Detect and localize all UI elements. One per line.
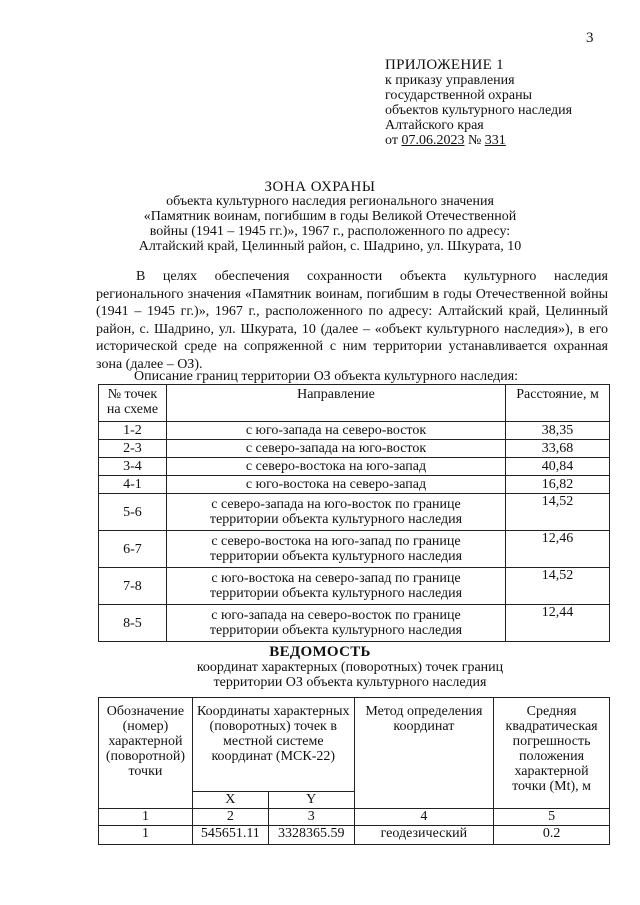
- zone-line: объекта культурного наследия регионального значения: [166, 194, 494, 209]
- header-direction: Направление: [166, 385, 505, 422]
- appendix-line: объектов культурного наследия: [385, 103, 573, 118]
- direction-line: с северо-востока на юго-запад по границе: [211, 534, 461, 549]
- cell-distance: 14,52: [506, 494, 610, 531]
- direction-line: с юго-востока на северо-запад по границе: [211, 571, 461, 586]
- table-row: [99, 440, 610, 458]
- cell-points: 7-8: [99, 568, 167, 605]
- coordinates-table: [98, 697, 610, 845]
- cell-points: 6-7: [99, 531, 167, 568]
- cell-direction: [166, 494, 505, 531]
- cell-error: 0.2: [494, 826, 610, 845]
- cell-points: 3-4: [99, 458, 167, 476]
- direction-line: территории объекта культурного наследия: [209, 623, 463, 638]
- cell-direction: с северо-востока на юго-запад: [166, 458, 505, 476]
- table-header-row: [99, 698, 610, 792]
- col-number: 5: [494, 809, 610, 826]
- col-number: 4: [354, 809, 494, 826]
- appendix-date-line: [385, 133, 625, 148]
- cell-distance: 38,35: [506, 422, 610, 440]
- boundary-table: [98, 384, 610, 642]
- cell-method: геодезический: [354, 826, 494, 845]
- table-row: [99, 422, 610, 440]
- direction-line: территории объекта культурного наследия: [209, 586, 463, 601]
- cell-points: 5-6: [99, 494, 167, 531]
- header-x: X: [192, 792, 268, 809]
- appendix-line: государственной охраны: [385, 88, 533, 103]
- table-header-row: [99, 385, 610, 422]
- table-row: [99, 458, 610, 476]
- cell-distance: 33,68: [506, 440, 610, 458]
- appendix-block: [385, 58, 625, 148]
- zone-subtitle: [120, 194, 540, 254]
- cell-x: 545651.11: [192, 826, 268, 845]
- direction-line: территории объекта культурного наследия: [209, 549, 463, 564]
- cell-points: 2-3: [99, 440, 167, 458]
- direction-line: с юго-запада на северо-восток по границе: [211, 608, 461, 623]
- appendix-heading: ПРИЛОЖЕНИЕ 1: [385, 57, 504, 73]
- header-points: № точек на схеме: [99, 385, 167, 422]
- cell-points: 8-5: [99, 605, 167, 642]
- cell-direction: с северо-запада на юго-восток: [166, 440, 505, 458]
- cell-direction: [166, 568, 505, 605]
- zone-line: войны (1941 – 1945 гг.)», 1967 г., расположенного по адресу:: [149, 224, 511, 239]
- order-date: 07.06.2023: [401, 133, 465, 148]
- table-row: [99, 494, 610, 531]
- cell-direction: [166, 531, 505, 568]
- header-distance: Расстояние, м: [506, 385, 610, 422]
- cell-y: 3328365.59: [268, 826, 354, 845]
- cell-distance: 14,52: [506, 568, 610, 605]
- zone-line: «Памятник воинам, погибшим в годы Великой Отечественной: [143, 209, 517, 224]
- header-coordinates: Координаты характерных (поворотных) точек в местной системе координат (МСК-22): [192, 698, 354, 792]
- cell-direction: с юго-запада на северо-восток: [166, 422, 505, 440]
- col-number: 3: [268, 809, 354, 826]
- order-number: 331: [484, 133, 506, 148]
- header-method: Метод определения координат: [354, 698, 494, 809]
- cell-distance: 40,84: [506, 458, 610, 476]
- cell-distance: 16,82: [506, 476, 610, 494]
- table-numbers-row: [99, 809, 610, 826]
- col-number: 1: [99, 809, 193, 826]
- cell-direction: [166, 605, 505, 642]
- col-number: 2: [192, 809, 268, 826]
- vedomost-line: территории ОЗ объекта культурного наследия: [213, 675, 487, 690]
- cell-distance: 12,44: [506, 605, 610, 642]
- table-row: [99, 605, 610, 642]
- page-number: 3: [586, 30, 594, 46]
- vedomost-line: координат характерных (поворотных) точек границ: [196, 660, 504, 675]
- header-y: Y: [268, 792, 354, 809]
- cell-points: 4-1: [99, 476, 167, 494]
- table-row: [99, 531, 610, 568]
- cell-distance: 12,46: [506, 531, 610, 568]
- header-point-id: Обозначение (номер) характерной (поворотной) точки: [99, 698, 193, 809]
- direction-line: с северо-запада на юго-восток по границе: [211, 497, 461, 512]
- cell-direction: с юго-востока на северо-запад: [166, 476, 505, 494]
- header-error: Средняя квадратическая погрешность положения характерной точки (Mt), м: [494, 698, 610, 809]
- direction-line: территории объекта культурного наследия: [209, 512, 463, 527]
- cell-points: 1-2: [99, 422, 167, 440]
- vedomost-title: ВЕДОМОСТЬ: [269, 644, 371, 660]
- table-row: [99, 476, 610, 494]
- cell-point: 1: [99, 826, 193, 845]
- zone-line: Алтайский край, Целинный район, с. Шадрино, ул. Шкурата, 10: [138, 239, 522, 254]
- date-prefix: от: [385, 133, 398, 148]
- table-row: [99, 826, 610, 845]
- vedomost-subtitle: [160, 660, 540, 690]
- zone-title: ЗОНА ОХРАНЫ: [264, 179, 376, 195]
- number-prefix: №: [467, 133, 482, 148]
- appendix-line: к приказу управления: [385, 73, 515, 88]
- table-row: [99, 568, 610, 605]
- table1-caption: Описание границ территории ОЗ объекта культурного наследия:: [134, 369, 519, 384]
- body-paragraph: В целях обеспечения сохранности объекта культурного наследия регионального значения «Памятник воинам, погибшим в годы Отечественной войны (1941 – 1945 гг.)», 1967 г., расположенного по адресу: Алтайский край, Целинный район, с. Шадрино, ул. Шкурата, 10 (далее – «объект культурного наследия»), в его исторической среде на сопряженной с ним территории устанавливается охранная зона (далее – ОЗ).: [96, 269, 608, 372]
- appendix-line: Алтайского края: [385, 118, 484, 133]
